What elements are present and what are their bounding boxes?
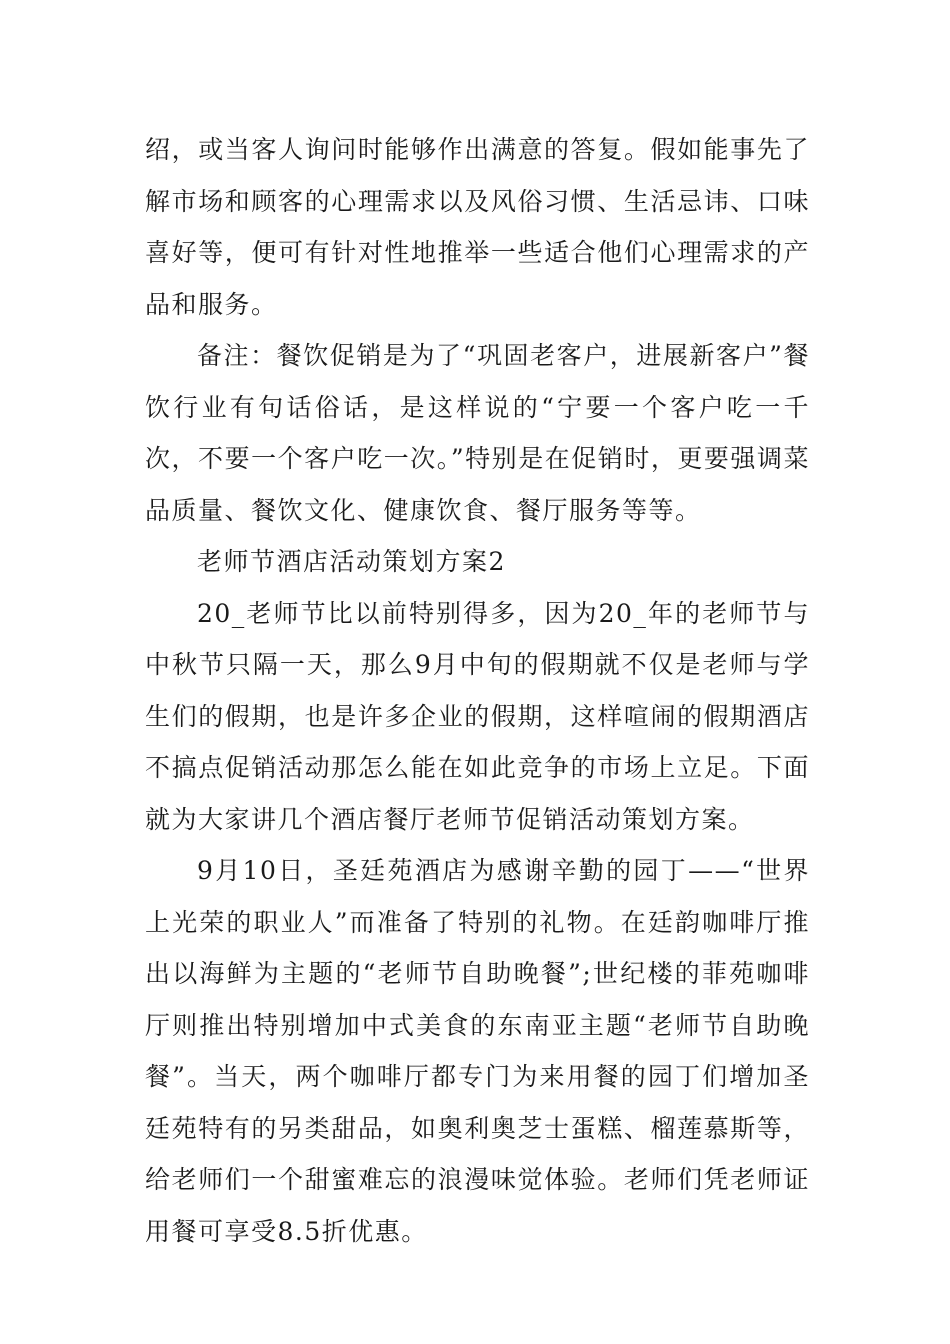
document-body [145, 124, 810, 1257]
paragraph-intro: 20_老师节比以前特别得多，因为20_年的老师节与中秋节只隔一天，那么9月中旬的假期就不仅是老师与学生们的假期，也是许多企业的假期，这样喧闹的假期酒店不搞点促销活动那怎么能在如此竞争的市场上立足。下面就为大家讲几个酒店餐厅老师节促销活动策划方案。 [145, 598, 810, 834]
paragraph-event: 9月10日，圣廷苑酒店为感谢辛勤的园丁——“世界上光荣的职业人”而准备了特别的礼物。在廷韵咖啡厅推出以海鲜为主题的“老师节自助晚餐”;世纪楼的菲苑咖啡厅则推出特别增加中式美食的东南亚主题“老师节自助晚餐”。当天，两个咖啡厅都专门为来用餐的园丁们增加圣廷苑特有的另类甜品，如奥利奥芝士蛋糕、榴莲慕斯等，给老师们一个甜蜜难忘的浪漫味觉体验。老师们凭老师证用餐可享受8.5折优惠。 [145, 856, 810, 1246]
paragraph-continuation: 绍，或当客人询问时能够作出满意的答复。假如能事先了解市场和顾客的心理需求以及风俗习惯、生活忌讳、口味喜好等，便可有针对性地推举一些适合他们心理需求的产品和服务。 [145, 135, 810, 319]
paragraph-note: 备注：餐饮促销是为了“巩固老客户，进展新客户”餐饮行业有句话俗话，是这样说的“宁要一个客户吃一千次，不要一个客户吃一次。”特别是在促销时，更要强调菜品质量、餐饮文化、健康饮食、餐厅服务等等。 [145, 341, 810, 525]
section-heading: 老师节酒店活动策划方案2 [197, 547, 506, 576]
